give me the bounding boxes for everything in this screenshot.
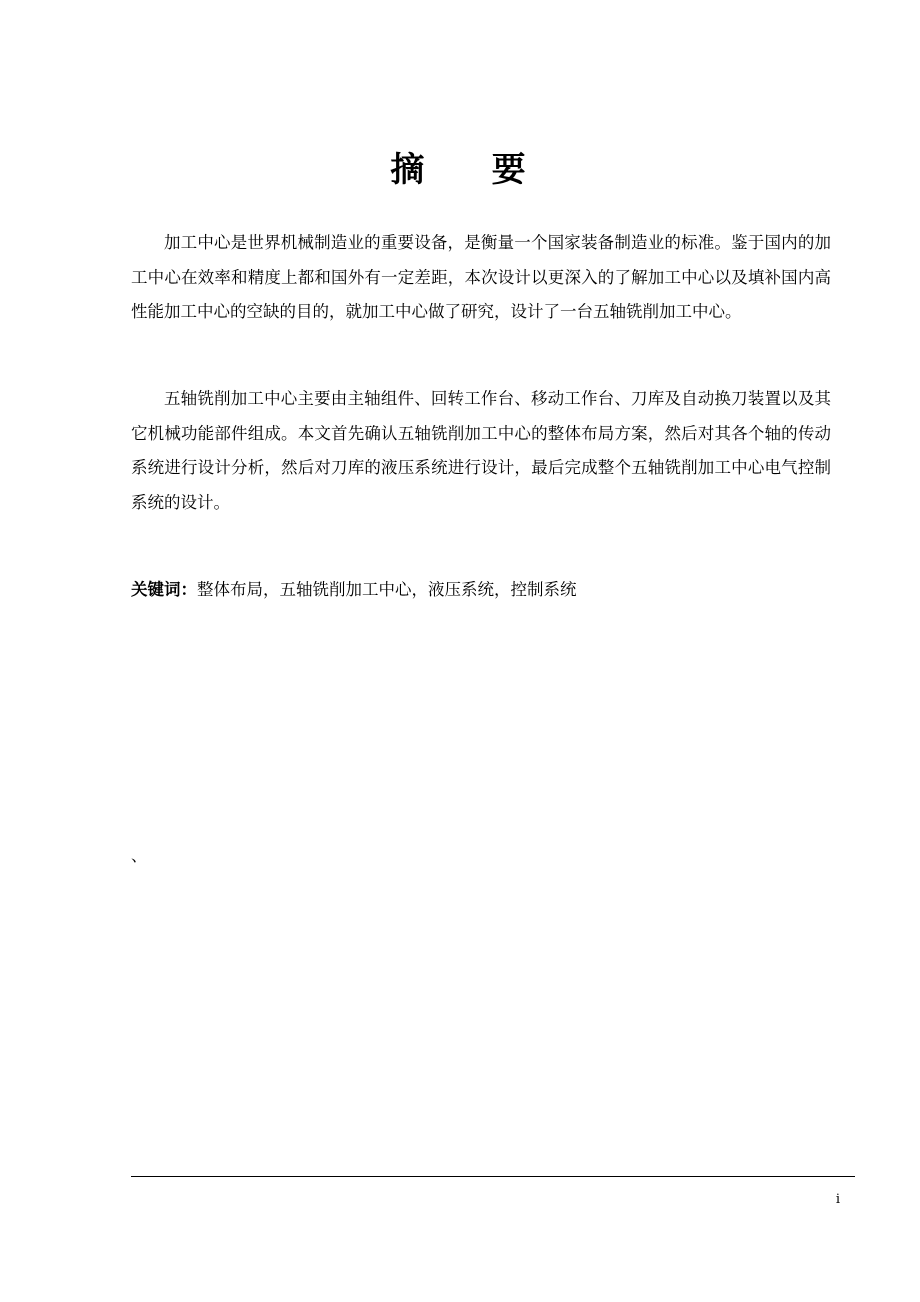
- keywords-line: [131, 575, 577, 605]
- abstract-paragraph-1: 加工中心是世界机械制造业的重要设备，是衡量一个国家装备制造业的标准。鉴于国内的加工中心在效率和精度上都和国外有一定差距，本次设计以更深入的了解加工中心以及填补国内高性能加工中心的空缺的目的，就加工中心做了研究，设计了一台五轴铣削加工中心。: [131, 233, 831, 321]
- keywords-text: 整体布局，五轴铣削加工中心，液压系统，控制系统: [197, 580, 577, 599]
- stray-punctuation-mark: 、: [131, 846, 148, 865]
- keywords-label: 关键词：: [131, 580, 197, 599]
- abstract-paragraph-2: 五轴铣削加工中心主要由主轴组件、回转工作台、移动工作台、刀库及自动换刀装置以及其它机械功能部件组成。本文首先确认五轴铣削加工中心的整体布局方案，然后对其各个轴的传动系统进行设计分析，然后对刀库的液压系统进行设计，最后完成整个五轴铣削加工中心电气控制系统的设计。: [131, 389, 831, 512]
- footer-divider: [131, 1176, 855, 1177]
- page-title: 摘 要: [390, 150, 530, 190]
- page-number: i: [835, 1192, 840, 1207]
